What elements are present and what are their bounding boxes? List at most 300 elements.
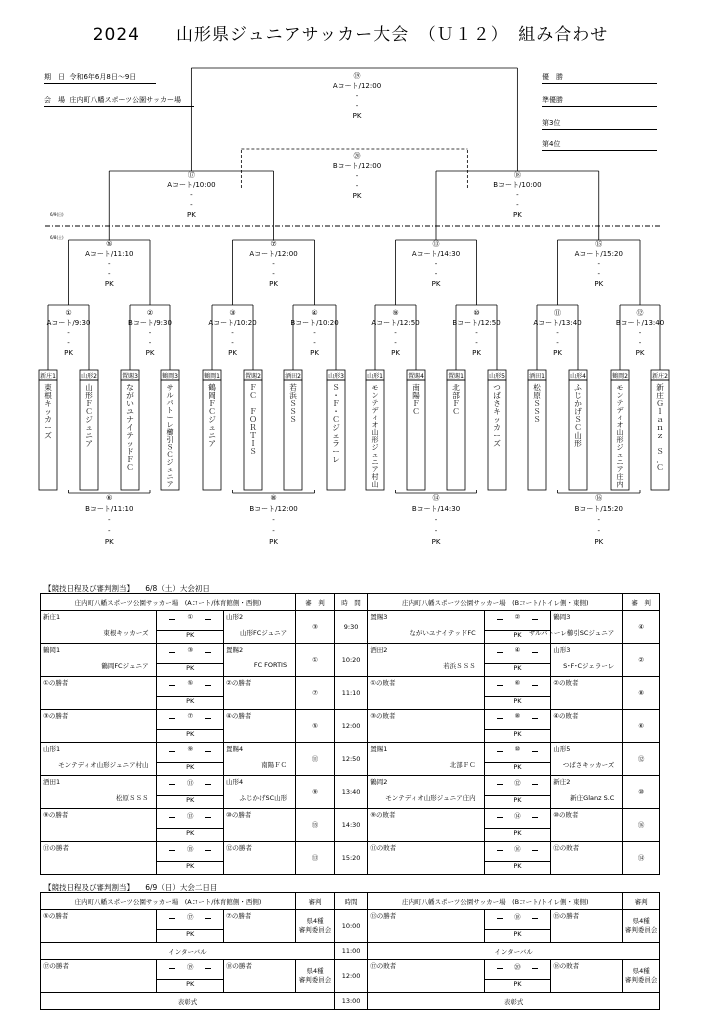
r2-match-number: ⑤	[106, 240, 113, 248]
team-name-char: モ	[616, 383, 624, 392]
team-code: 山形1	[367, 373, 383, 380]
team-a2	[224, 960, 296, 993]
team-code: 山形4	[226, 778, 244, 786]
r1-match-dash: -	[556, 329, 559, 337]
team-name: 新庄Glanz S.C	[570, 794, 615, 802]
match-number: ⑯	[514, 845, 521, 853]
pk-label: PK	[485, 929, 551, 938]
page-title: 2024 山形県ジュニアサッカー大会 （Ｕ１２） 組み合わせ	[92, 25, 609, 45]
team-a2	[224, 644, 296, 677]
r2-match-dash: -	[107, 260, 111, 268]
match-a	[157, 677, 224, 710]
team-name-char: Ｔ	[249, 431, 257, 440]
referee-b: ⑭	[623, 842, 660, 875]
team-code: ⑩の勝者	[226, 811, 252, 819]
team-name-char: Ｉ	[249, 439, 257, 448]
team-code: ⑨の敗者	[370, 811, 396, 819]
r1-match-dash: -	[313, 329, 316, 337]
rank-3: 第3位	[542, 118, 657, 130]
team-code: ⑪の敗者	[370, 844, 397, 852]
pk-label: PK	[157, 795, 223, 804]
event-label: 表彰式	[41, 993, 335, 1010]
cons-match-court: Bコート/12:00	[249, 505, 298, 513]
referee-a: 県4種 審判委員会	[296, 960, 335, 993]
team-name-char: ド	[126, 447, 134, 456]
team-name-char: Ｓ	[533, 415, 541, 424]
r1-match-pk: PK	[228, 349, 237, 357]
r1-match-dash: -	[556, 339, 559, 347]
team-code: ⑩の敗者	[553, 811, 579, 819]
team-name-char: ジ	[616, 442, 624, 452]
team-name-char: つ	[493, 383, 501, 392]
third-match-dash: -	[355, 172, 359, 180]
team-name-char: ッ	[493, 415, 501, 424]
table-row	[41, 993, 660, 1010]
rank-1: 優 勝	[542, 72, 657, 84]
team-code: ⑫の敗者	[553, 844, 580, 852]
team-name-char: ｚ	[656, 431, 664, 440]
team-name-char: 形	[574, 439, 582, 448]
team-name-char: ー	[44, 423, 52, 432]
r1-match-dash: -	[394, 329, 397, 337]
r2-match-court: Aコート/12:00	[249, 250, 298, 258]
referee-b: ⑥	[623, 710, 660, 743]
referee-a: ③	[296, 611, 335, 644]
ref-header: 審 判	[623, 594, 660, 611]
cons-match-pk: PK	[594, 538, 604, 546]
team-name-char: 鶴	[208, 383, 216, 392]
r1-match-court: Bコート/9:30	[128, 319, 172, 327]
semi-match-number: ⑱	[513, 171, 521, 179]
match-b	[484, 910, 551, 943]
team-name-char: ユ	[126, 407, 134, 416]
match-a	[157, 809, 224, 842]
match-b	[484, 809, 551, 842]
referee-b: ⑧	[623, 677, 660, 710]
r1-match-court: Bコート/13:40	[615, 319, 665, 327]
table-row	[41, 910, 660, 943]
team-b1	[368, 960, 484, 993]
team-a1	[41, 710, 157, 743]
match-number: ⑲	[186, 963, 194, 971]
cons-match-number: ⑧	[270, 494, 277, 502]
team-a2	[224, 677, 296, 710]
time-cell: 12:50	[334, 743, 367, 776]
event-label: インターバル	[368, 943, 660, 960]
semi-match-court: Aコート/10:00	[167, 181, 216, 189]
time-header: 時 間	[334, 594, 367, 611]
team-name-char: Ｇ	[656, 399, 664, 408]
team-code: ③の敗者	[370, 712, 396, 720]
team-name-char: 村	[371, 472, 379, 482]
team-name-char: Ｓ	[332, 383, 340, 392]
team-b1	[368, 644, 484, 677]
team-a2	[224, 743, 296, 776]
time-cell: 11:00	[334, 943, 367, 960]
team-name-char: げ	[574, 407, 582, 416]
semi-match-pk: PK	[512, 211, 522, 219]
match-number: ⑫	[514, 779, 521, 787]
team-code: ⑫の勝者	[226, 844, 253, 852]
team-name-char: Ｓ	[289, 415, 297, 424]
r2-match-dash: -	[107, 270, 111, 278]
team-name-char: 形	[371, 435, 379, 444]
team-a2	[224, 809, 296, 842]
third-match-number: ⑳	[353, 152, 361, 160]
day1-caption: 【競技日程及び審判割当】 6/8（土）大会初日	[44, 584, 210, 593]
pk-label: PK	[485, 762, 551, 771]
match-number: ②	[514, 613, 521, 621]
day1-schedule	[40, 593, 660, 875]
team-name-char: さ	[493, 399, 501, 408]
team-name-char: 庄	[616, 472, 624, 482]
r2-match-dash: -	[272, 260, 275, 268]
table-header	[41, 893, 660, 910]
match-number: ⑧	[514, 712, 521, 720]
team-code: ⑤の勝者	[43, 912, 69, 920]
team-name-char: 東	[44, 383, 52, 392]
time-cell: 13:40	[334, 776, 367, 809]
team-name-char: オ	[616, 420, 624, 430]
team-name-char: Ｓ	[166, 442, 174, 452]
cons-match-pk: PK	[269, 538, 278, 546]
pk-label: PK	[157, 630, 223, 639]
team-name-char: ｎ	[656, 423, 664, 432]
team-a1	[41, 611, 157, 644]
team-name-char: ア	[166, 479, 174, 489]
team-name-char: テ	[616, 397, 624, 407]
table-row	[41, 943, 660, 960]
team-code: 鶴岡3	[162, 373, 178, 380]
team-name-char: 山	[574, 431, 582, 440]
team-name-char: 原	[533, 391, 541, 400]
match-a	[157, 960, 224, 993]
r1-match-dash: -	[67, 339, 70, 347]
r2-match-number: ⑬	[432, 240, 440, 248]
r1-match-court: Aコート/9:30	[46, 319, 91, 327]
team-name-char: ー	[332, 447, 340, 456]
team-name-char: ラ	[332, 439, 340, 448]
pk-label: PK	[157, 979, 223, 988]
r1-match-dash: -	[148, 329, 152, 337]
venue-value: 庄内町八幡スポーツ公園サッカー場	[69, 96, 182, 104]
team-name-char: Ｓ	[289, 407, 297, 416]
cons-match-court: Bコート/14:30	[411, 505, 461, 513]
time-cell: 14:30	[334, 809, 367, 842]
team-name-char: テ	[371, 397, 379, 407]
match-a	[157, 776, 224, 809]
team-name-char: 櫛	[166, 427, 174, 437]
match-number: ④	[514, 646, 521, 654]
team-b2	[551, 842, 623, 875]
team-name-char: Ｆ	[412, 399, 420, 408]
court-a-header: 庄内町八幡スポーツ公園サッカー場 (Aコート/体育館側・西側)	[41, 893, 296, 910]
pk-label: PK	[157, 696, 223, 705]
score-mark	[532, 817, 538, 818]
time-cell: 13:00	[334, 993, 367, 1010]
team-name-char: サ	[166, 383, 174, 392]
team-name-char: ニ	[616, 457, 624, 467]
team-code: 新庄2	[553, 778, 571, 786]
cons-match-dash: -	[434, 527, 438, 535]
team-name-char: 形	[616, 435, 624, 444]
team-b2	[551, 960, 623, 993]
r2-match-number: ⑦	[270, 240, 277, 248]
team-b1	[368, 710, 484, 743]
score-mark	[532, 784, 538, 785]
referee-b: ⑫	[623, 743, 660, 776]
court-a-header: 庄内町八幡スポーツ公園サッカー場 (Aコート/体育館側・西側)	[41, 594, 296, 611]
team-b1	[368, 842, 484, 875]
team-name-char: Ｆ	[332, 399, 340, 408]
team-name-char: ュ	[85, 423, 93, 432]
team-name-char: 陽	[412, 391, 420, 400]
score-mark	[532, 718, 538, 719]
team-name-char: イ	[126, 423, 134, 432]
team-name-char: Ｒ	[249, 423, 257, 432]
pk-label: PK	[485, 861, 551, 870]
match-number: ⑨	[187, 745, 194, 753]
r2-match-pk: PK	[431, 280, 441, 288]
match-number: ⑩	[514, 745, 521, 753]
team-name-char: 山	[371, 427, 379, 437]
team-name-char: Ｃ	[332, 415, 340, 424]
score-mark	[497, 718, 503, 719]
team-code: ⑮の勝者	[553, 912, 580, 920]
team-name-char: モ	[371, 383, 379, 392]
r1-match-number: ⑪	[554, 309, 561, 317]
team-code: 置賜3	[122, 373, 138, 380]
pk-label: PK	[157, 762, 223, 771]
r1-match-dash: -	[638, 329, 642, 337]
team-name-char: ン	[371, 390, 379, 400]
team-name-char: ア	[85, 439, 93, 448]
team-name-char: ふ	[574, 383, 582, 392]
team-name-char: ば	[493, 391, 501, 400]
team-name-char: レ	[332, 455, 340, 464]
table-row	[41, 677, 660, 710]
referee-a: ①	[296, 644, 335, 677]
team-name-char: ジ	[332, 423, 340, 432]
team-name-char: ジ	[85, 415, 93, 424]
team-name-char: ａ	[656, 415, 664, 424]
team-name-char: ジ	[208, 415, 216, 424]
team-name-char: ル	[166, 390, 174, 400]
team-code: 山形3	[328, 373, 344, 380]
team-b2	[551, 644, 623, 677]
r1-match-dash: -	[231, 329, 234, 337]
team-name-char: 松	[533, 383, 541, 392]
match-b	[484, 677, 551, 710]
r1-match-number: ①	[65, 309, 72, 317]
team-name-char: ィ	[371, 412, 379, 422]
match-number: ⑬	[186, 812, 194, 820]
referee-a: ⑪	[296, 743, 335, 776]
team-code: 置賜1	[448, 373, 464, 380]
team-name-char: ア	[208, 439, 216, 448]
team-code: 山形4	[570, 373, 586, 380]
ref-header: 審判	[296, 893, 335, 910]
score-mark	[169, 652, 175, 653]
team-name-char: か	[574, 399, 582, 408]
team-name-char: Ｓ	[656, 447, 664, 456]
team-code: 鶴岡1	[204, 373, 220, 380]
cons-match-dash: -	[434, 516, 438, 524]
team-code: 酒田1	[43, 778, 61, 786]
team-name-char: ュ	[371, 449, 379, 459]
score-mark	[497, 817, 503, 818]
ref-header: 審判	[623, 893, 660, 910]
team-name-char: 若	[289, 383, 297, 392]
team-code: 酒田1	[529, 373, 545, 380]
r1-match-dash: -	[148, 339, 152, 347]
cons-match-court: Bコート/15:20	[574, 505, 623, 513]
score-mark	[205, 685, 211, 686]
team-code: 鶴岡3	[553, 613, 571, 621]
team-code: ③の勝者	[43, 712, 69, 720]
r2-match-dash: -	[434, 270, 438, 278]
team-name-char: 新	[656, 383, 664, 392]
pk-label: PK	[157, 861, 223, 870]
team-name-char: 山	[616, 427, 624, 437]
team-name-char: ュ	[166, 464, 174, 474]
team-code: 置賜3	[370, 613, 388, 621]
team-name-char: Ｓ	[533, 407, 541, 416]
team-b2	[551, 776, 623, 809]
r1-match-court: Bコート/12:50	[452, 319, 501, 327]
r2-match-dash: -	[272, 270, 275, 278]
semi-match-dash: -	[190, 201, 193, 209]
score-mark	[532, 850, 538, 851]
team-name-char: ュ	[208, 423, 216, 432]
cons-match-pk: PK	[431, 538, 441, 546]
team-name: つばさキッカーズ	[562, 761, 615, 769]
match-b	[484, 743, 551, 776]
court-b-header: 庄内町八幡スポーツ公園サッカー場 (Bコート/トイレ側・東側)	[368, 594, 623, 611]
team-name-char: Ｃ	[85, 407, 93, 416]
team-name-char: 南	[412, 383, 420, 392]
team-b2	[551, 710, 623, 743]
team-code: ⑰の勝者	[43, 962, 69, 970]
cons-match-number: ⑥	[106, 494, 113, 502]
time-cell: 9:30	[334, 611, 367, 644]
team-name-char: 岡	[208, 391, 216, 400]
r1-match-dash: -	[313, 339, 316, 347]
score-mark	[169, 850, 175, 851]
team-name-char: キ	[493, 407, 501, 416]
team-code: 鶴岡2	[370, 778, 388, 786]
team-b1	[368, 677, 484, 710]
pk-label: PK	[485, 630, 551, 639]
time-cell: 15:20	[334, 842, 367, 875]
team-name-char: ．	[656, 455, 664, 464]
team-a2	[224, 710, 296, 743]
team-name-char: ｌ	[656, 407, 664, 416]
team-a1	[41, 677, 157, 710]
day2-mark: 6/9(日)	[50, 212, 64, 217]
team-name-char: Ｃ	[166, 449, 174, 459]
r1-match-number: ⑨	[392, 309, 399, 317]
team-name-char: 根	[44, 391, 52, 400]
team-name: 松原ＳＳＳ	[115, 794, 149, 802]
r2-match-number: ⑮	[595, 240, 603, 248]
score-mark	[169, 751, 175, 752]
cons-match-dash: -	[597, 527, 601, 535]
team-name-char: Ｆ	[249, 407, 257, 416]
team-code: ②の勝者	[226, 679, 252, 687]
match-number: ⑤	[187, 679, 194, 687]
referee-b: 県4種 審判委員会	[623, 960, 660, 993]
cons-match-number: ⑯	[595, 494, 603, 502]
team-name-char: Ｆ	[452, 399, 460, 408]
table-row	[41, 960, 660, 993]
team-name-char: 部	[452, 391, 460, 400]
team-name-char: 山	[85, 383, 93, 392]
time-cell: 10:00	[334, 910, 367, 943]
r1-match-court: Bコート/10:20	[290, 319, 339, 327]
time-header: 時間	[334, 893, 367, 910]
score-mark	[169, 784, 175, 785]
match-number: ⑦	[187, 712, 194, 720]
r1-match-number: ②	[146, 309, 154, 317]
team-name-char: ュ	[616, 449, 624, 459]
team-name-char: 浜	[289, 391, 297, 400]
pk-label: PK	[157, 663, 223, 672]
team-name-char: ン	[616, 390, 624, 400]
team-code: 置賜1	[370, 745, 388, 753]
match-number: ③	[187, 646, 194, 654]
table-row	[41, 611, 660, 644]
referee-a: ⑮	[296, 809, 335, 842]
match-b	[484, 960, 551, 993]
team-a2	[224, 910, 296, 943]
team-name-char: 山	[371, 479, 379, 489]
r1-match-dash: -	[231, 339, 234, 347]
team-name-char: Ｃ	[656, 463, 664, 472]
match-number: ⑰	[186, 913, 194, 921]
time-cell: 12:00	[334, 960, 367, 993]
team-name-char: が	[126, 391, 134, 400]
team-code: 置賜4	[408, 373, 424, 380]
venue-label: 会 場	[44, 96, 65, 104]
team-name-char: 内	[616, 479, 624, 489]
r1-match-pk: PK	[472, 349, 481, 357]
final-match-pk: PK	[352, 112, 362, 120]
team-a1	[41, 960, 157, 993]
team-name-char: ニ	[208, 431, 216, 440]
referee-a: ⑬	[296, 842, 335, 875]
pk-label: PK	[485, 979, 551, 988]
court-b-header: 庄内町八幡スポーツ公園サッカー場 (Bコート/トイレ側・東側)	[368, 893, 623, 910]
semi-match-dash: -	[516, 201, 519, 209]
team-name: S･F･Cジェラーレ	[563, 662, 615, 670]
match-a	[157, 743, 224, 776]
r2-match-court: Aコート/15:20	[574, 250, 623, 258]
team-code: 酒田2	[285, 373, 301, 380]
score-mark	[205, 619, 211, 620]
team-code: 山形1	[43, 745, 61, 753]
team-code: 鶴岡2	[612, 373, 628, 380]
table-row	[41, 743, 660, 776]
r1-match-pk: PK	[553, 349, 562, 357]
team-code: 酒田2	[370, 646, 388, 654]
team-code: 山形5	[489, 373, 505, 380]
r2-match-pk: PK	[104, 280, 114, 288]
ref-header: 審 判	[296, 594, 335, 611]
team-a2	[224, 776, 296, 809]
score-mark	[205, 850, 211, 851]
team-name-char: じ	[574, 391, 582, 400]
